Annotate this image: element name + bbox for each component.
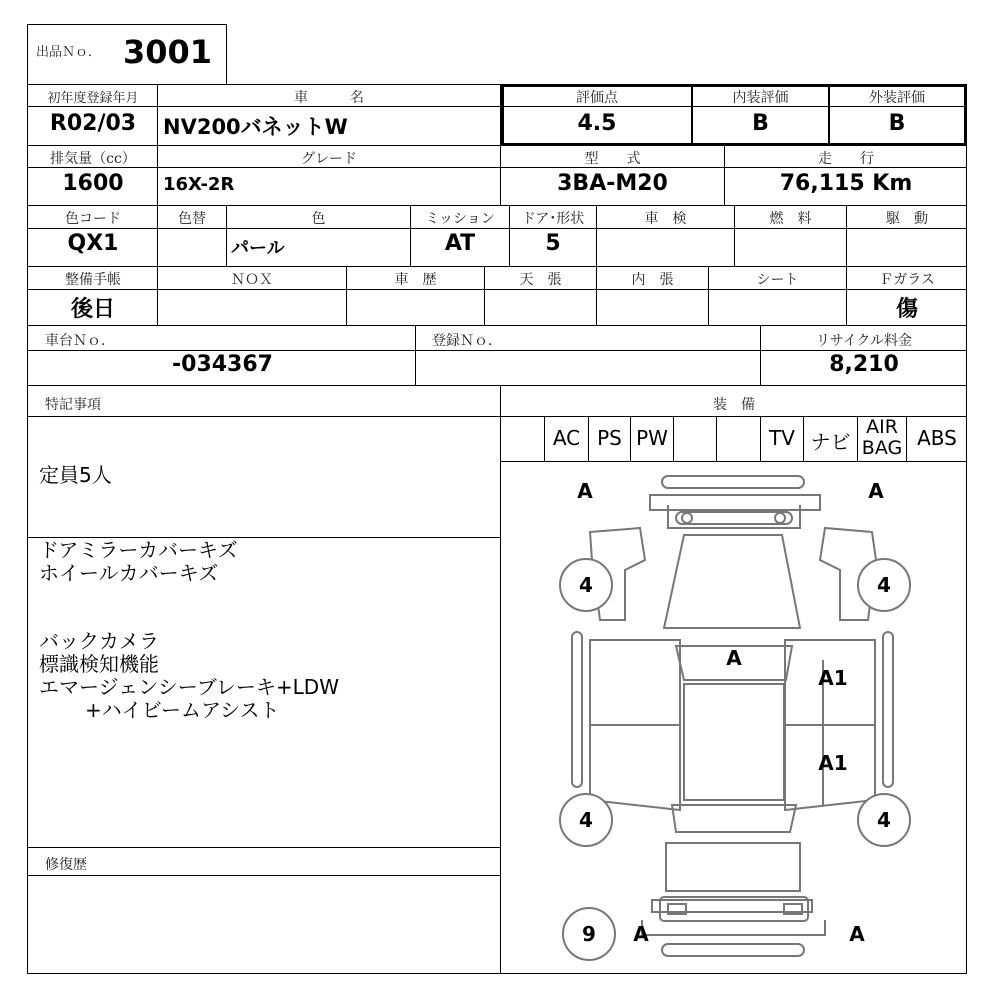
interior-value: B <box>752 111 769 136</box>
tire-fl: 4 <box>579 573 593 597</box>
equip-abs: ABS <box>917 426 957 450</box>
color-change-label: 色替 <box>178 211 206 227</box>
note-line: 定員5人 <box>39 463 112 487</box>
mileage-label: 走 行 <box>818 151 874 167</box>
color-code-value: QX1 <box>67 231 119 256</box>
airbag-line: BAG <box>861 437 903 459</box>
equip-ac: AC <box>552 426 581 450</box>
score-label: 評価点 <box>576 90 618 106</box>
tire-rr: 4 <box>877 808 891 832</box>
equipment-label: 装 備 <box>713 397 755 413</box>
equip-ps: PS <box>597 426 622 450</box>
color-label: 色 <box>311 211 326 227</box>
note-line: バックカメラ <box>39 629 159 653</box>
mileage-value: 76,115 Km <box>779 171 913 196</box>
door-value: 5 <box>545 231 561 256</box>
reg-year-label: 初年度登録年月 <box>47 91 139 106</box>
tire-fr: 4 <box>877 573 891 597</box>
door-label: ドア･形状 <box>521 211 585 227</box>
reg-year-value: R02/03 <box>49 111 137 136</box>
exterior-value: B <box>888 111 906 136</box>
registration-label: 登録Ｎｏ． <box>432 333 502 349</box>
chassis-label: 車台Ｎｏ． <box>45 333 115 349</box>
car-outline <box>572 476 893 956</box>
car-name-value: NV200バネットW <box>163 115 348 139</box>
equip-navi: ナビ <box>810 430 851 454</box>
note-line: 標識検知機能 <box>39 652 159 676</box>
equip-airbag <box>858 417 906 459</box>
model-value: 3BA-M20 <box>557 171 668 196</box>
spare-tire: 9 <box>582 922 596 946</box>
equip-tv: TV <box>769 426 795 450</box>
roof-mark: A <box>726 646 742 670</box>
fuel-label: 燃 料 <box>769 211 812 227</box>
special-notes-label: 特記事項 <box>45 397 101 413</box>
interior-label: 内装評価 <box>732 90 789 106</box>
history-label: 車 歴 <box>394 272 437 288</box>
note-line: ドアミラーカバーキズ <box>39 538 238 562</box>
listing-label: 出品Ｎｏ． <box>36 45 102 60</box>
listing-box <box>27 24 227 84</box>
listing-number: 3001 <box>123 33 213 71</box>
repair-history-label: 修復歴 <box>45 857 87 873</box>
mission-value: AT <box>444 231 476 256</box>
exterior-label: 外装評価 <box>869 90 925 106</box>
front-right-mark: A <box>868 479 884 503</box>
recycle-label: リサイクル料金 <box>815 333 913 349</box>
roof-label: 天 張 <box>519 272 562 288</box>
score-value: 4.5 <box>577 111 617 136</box>
drive-label: 駆 動 <box>886 211 928 227</box>
grade-label: グレード <box>301 151 357 167</box>
right-rear-door-mark: A1 <box>818 751 848 775</box>
chassis-value: -034367 <box>172 352 273 377</box>
maintenance-label: 整備手帳 <box>65 272 121 288</box>
rear-right-mark: A <box>849 922 865 946</box>
airbag-line: AIR <box>866 416 898 438</box>
mission-label: ミッション <box>425 211 495 227</box>
right-front-door-mark: A1 <box>818 666 848 690</box>
recycle-value: 8,210 <box>829 352 899 377</box>
car-name-label: 車 名 <box>294 90 364 106</box>
note-line: +ハイビームアシスト <box>85 698 280 722</box>
glass-label: Ｆガラス <box>879 272 935 288</box>
tire-rl: 4 <box>579 808 593 832</box>
color-code-label: 色コード <box>65 211 121 227</box>
rear-left-mark: A <box>633 922 649 946</box>
front-left-mark: A <box>577 479 593 503</box>
color-value: パール <box>231 238 285 259</box>
glass-value: 傷 <box>895 297 918 322</box>
displacement-label: 排気量（cc） <box>50 151 136 167</box>
equip-pw: PW <box>636 426 668 450</box>
car-condition-diagram <box>501 462 967 974</box>
inner-label: 内 張 <box>631 272 674 288</box>
model-label: 型 式 <box>584 151 641 167</box>
nox-label: ＮＯＸ <box>231 272 273 288</box>
seat-label: シート <box>756 272 799 288</box>
inspection-label: 車 検 <box>644 211 687 227</box>
note-line: ホイールカバーキズ <box>39 561 219 585</box>
displacement-value: 1600 <box>62 171 124 196</box>
maintenance-value: 後日 <box>70 297 115 322</box>
grade-value: 16X-2R <box>163 174 235 195</box>
note-line: エマージェンシーブレーキ+LDW <box>39 675 339 699</box>
